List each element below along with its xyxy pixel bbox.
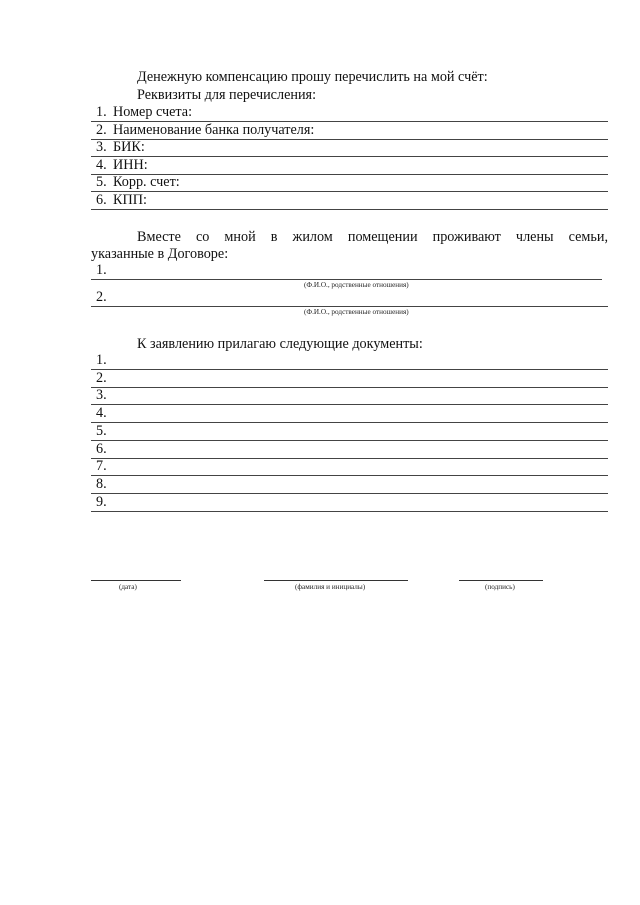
date-signature-line[interactable]: [91, 579, 181, 581]
document-row-5[interactable]: [91, 423, 608, 441]
row-number: 2.: [96, 370, 107, 386]
row-label: ИНН:: [113, 157, 148, 173]
row-number: 6.: [96, 192, 107, 208]
row-number: 2.: [96, 122, 107, 138]
name-caption: (фамилия и инициалы): [295, 583, 366, 591]
sign-signature-line[interactable]: [459, 579, 543, 581]
family-member-row-2[interactable]: [91, 289, 608, 307]
document-row-7[interactable]: [91, 458, 608, 476]
compensation-subtitle: Реквизиты для перечисления:: [137, 87, 317, 103]
row-number: 3.: [96, 139, 107, 155]
row-number: 1.: [96, 262, 107, 278]
row-label: Номер счета:: [113, 104, 193, 120]
requisite-row-corr[interactable]: [91, 174, 608, 192]
row-number: 7.: [96, 458, 107, 474]
requisite-row-inn[interactable]: [91, 157, 608, 175]
row-label: Корр. счет:: [113, 174, 180, 190]
sign-caption: (подпись): [485, 583, 515, 591]
row-number: 4.: [96, 157, 107, 173]
document-row-6[interactable]: [91, 441, 608, 459]
row-number: 9.: [96, 494, 107, 510]
date-caption: (дата): [119, 583, 137, 591]
row-number: 8.: [96, 476, 107, 492]
row-number: 1.: [96, 104, 107, 120]
family-caption-2: (Ф.И.О., родственные отношения): [304, 308, 409, 316]
row-number: 5.: [96, 174, 107, 190]
requisite-row-bik[interactable]: [91, 139, 608, 157]
row-number: 5.: [96, 423, 107, 439]
row-label: Наименование банка получателя:: [113, 122, 315, 138]
row-number: 6.: [96, 441, 107, 457]
compensation-intro: Денежную компенсацию прошу перечислить на мой счёт:: [137, 69, 488, 85]
row-number: 3.: [96, 387, 107, 403]
name-signature-line[interactable]: [264, 579, 408, 581]
document-row-8[interactable]: [91, 476, 608, 494]
row-number: 1.: [96, 352, 107, 368]
documents-intro: К заявлению прилагаю следующие документы:: [137, 336, 423, 352]
row-number: 4.: [96, 405, 107, 421]
document-row-2[interactable]: [91, 370, 608, 388]
row-label: КПП:: [113, 192, 147, 208]
family-caption-1: (Ф.И.О., родственные отношения): [304, 281, 409, 289]
document-row-4[interactable]: [91, 405, 608, 423]
document-row-3[interactable]: [91, 387, 608, 405]
requisite-row-kpp[interactable]: [91, 192, 608, 210]
family-member-row-1[interactable]: [91, 262, 602, 280]
row-number: 2.: [96, 289, 107, 305]
family-line-1: Вместе со мной в жилом помещении проживают члены семьи,: [137, 229, 608, 245]
row-label: БИК:: [113, 139, 145, 155]
document-row-9[interactable]: [91, 494, 608, 512]
requisite-row-bank[interactable]: [91, 122, 608, 140]
family-line-2: указанные в Договоре:: [91, 246, 229, 262]
document-row-1[interactable]: [91, 352, 608, 370]
requisite-row-account[interactable]: [91, 104, 608, 122]
